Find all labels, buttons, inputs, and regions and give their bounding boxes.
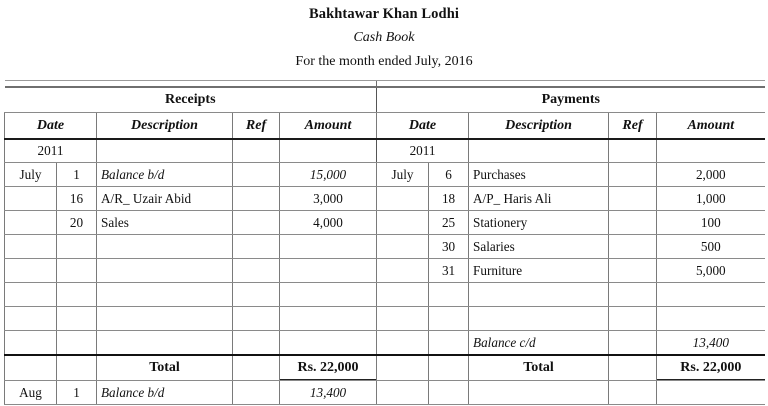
receipts-row-2-ref [233, 211, 280, 235]
receipts-total-day-cell [57, 355, 97, 381]
receipts-row-4-day [57, 259, 97, 283]
closing-balance-row [5, 381, 765, 405]
payments-total-ref-cell [609, 355, 657, 381]
payments-row-6-day [429, 307, 469, 331]
receipts-year-amount-cell [280, 139, 377, 163]
payments-row-5-ref [609, 283, 657, 307]
payments-row-2-description: Stationery [469, 211, 609, 235]
table-row [5, 163, 765, 187]
receipts-row-4-amount [280, 259, 377, 283]
col-header-receipts-description: Description [97, 113, 233, 139]
payments-year-amount-cell [657, 139, 765, 163]
payments-row-6-month [377, 307, 429, 331]
payments-row-7-amount: 13,400 [657, 331, 765, 355]
payments-row-7-month [377, 331, 429, 355]
receipts-row-0-amount: 15,000 [280, 163, 377, 187]
receipts-row-4-description [97, 259, 233, 283]
table-row [5, 307, 765, 331]
receipts-row-6-day [57, 307, 97, 331]
payments-row-5-month [377, 283, 429, 307]
payments-row-7-day [429, 331, 469, 355]
payments-total-day-cell [429, 355, 469, 381]
receipts-row-2-month [5, 211, 57, 235]
receipts-row-1-ref [233, 187, 280, 211]
receipts-year-description-cell [97, 139, 233, 163]
payments-row-0-day: 6 [429, 163, 469, 187]
payments-row-2-amount: 100 [657, 211, 765, 235]
payments-row-3-day: 30 [429, 235, 469, 259]
document-heading [0, 0, 768, 73]
payments-total-amount [657, 355, 765, 381]
receipts-row-5-description [97, 283, 233, 307]
payments-closing-ref [609, 381, 657, 405]
receipts-closing-ref [233, 381, 280, 405]
payments-row-4-month [377, 259, 429, 283]
col-header-receipts-date: Date [5, 113, 97, 139]
payments-row-4-ref [609, 259, 657, 283]
payments-row-0-amount: 2,000 [657, 163, 765, 187]
receipts-row-0-month: July [5, 163, 57, 187]
col-header-payments-date: Date [377, 113, 469, 139]
payments-row-7-ref [609, 331, 657, 355]
receipts-row-4-ref [233, 259, 280, 283]
receipts-row-7-ref [233, 331, 280, 355]
receipts-closing-amount: 13,400 [280, 381, 377, 405]
payments-row-2-day: 25 [429, 211, 469, 235]
payments-closing-day [429, 381, 469, 405]
col-header-payments-ref: Ref [609, 113, 657, 139]
section-header-receipts: Receipts [5, 87, 377, 113]
payments-closing-description [469, 381, 609, 405]
section-header-row [5, 87, 765, 113]
receipts-row-2-amount: 4,000 [280, 211, 377, 235]
payments-row-3-ref [609, 235, 657, 259]
receipts-row-3-description [97, 235, 233, 259]
table-row [5, 235, 765, 259]
receipts-row-3-ref [233, 235, 280, 259]
receipts-row-1-amount: 3,000 [280, 187, 377, 211]
receipts-year: 2011 [5, 139, 97, 163]
receipts-row-5-ref [233, 283, 280, 307]
payments-row-1-amount: 1,000 [657, 187, 765, 211]
payments-row-0-description: Purchases [469, 163, 609, 187]
receipts-total-amount-text: Rs. 22,000 [297, 360, 359, 376]
ledger-container [0, 80, 768, 405]
col-header-receipts-ref: Ref [233, 113, 280, 139]
receipts-row-0-day: 1 [57, 163, 97, 187]
payments-row-5-description [469, 283, 609, 307]
receipts-row-3-month [5, 235, 57, 259]
receipts-row-3-day [57, 235, 97, 259]
section-header-payments: Payments [377, 87, 765, 113]
receipts-row-6-ref [233, 307, 280, 331]
payments-row-0-month: July [377, 163, 429, 187]
receipts-row-2-day: 20 [57, 211, 97, 235]
receipts-row-7-day [57, 331, 97, 355]
payments-row-6-description [469, 307, 609, 331]
document-subtitle: Cash Book [353, 29, 415, 45]
receipts-row-6-amount [280, 307, 377, 331]
payments-row-5-day [429, 283, 469, 307]
receipts-closing-month: Aug [5, 381, 57, 405]
receipts-row-0-description: Balance b/d [97, 163, 233, 187]
document-title: Bakhtawar Khan Lodhi [308, 6, 459, 22]
payments-year-description-cell [469, 139, 609, 163]
payments-closing-month [377, 381, 429, 405]
receipts-row-3-amount [280, 235, 377, 259]
receipts-total-amount [280, 355, 377, 381]
payments-row-3-amount: 500 [657, 235, 765, 259]
payments-row-0-ref [609, 163, 657, 187]
payments-row-2-ref [609, 211, 657, 235]
receipts-row-7-description [97, 331, 233, 355]
column-header-row [5, 113, 765, 139]
table-row [5, 259, 765, 283]
payments-total-amount-text: Rs. 22,000 [680, 360, 742, 376]
receipts-closing-day: 1 [57, 381, 97, 405]
payments-row-4-day: 31 [429, 259, 469, 283]
receipts-row-4-month [5, 259, 57, 283]
table-row [5, 211, 765, 235]
receipts-row-1-description: A/R_ Uzair Abid [97, 187, 233, 211]
payments-row-5-amount [657, 283, 765, 307]
year-row [5, 139, 765, 163]
receipts-total-label: Total [97, 355, 233, 381]
receipts-year-ref-cell [233, 139, 280, 163]
receipts-row-1-month [5, 187, 57, 211]
payments-total-label: Total [469, 355, 609, 381]
table-row [5, 283, 765, 307]
col-header-payments-amount: Amount [657, 113, 765, 139]
payments-year-ref-cell [609, 139, 657, 163]
payments-row-4-amount: 5,000 [657, 259, 765, 283]
payments-row-3-month [377, 235, 429, 259]
receipts-row-0-ref [233, 163, 280, 187]
document-period: For the month ended July, 2016 [295, 53, 473, 69]
receipts-row-1-day: 16 [57, 187, 97, 211]
payments-row-2-month [377, 211, 429, 235]
col-header-receipts-amount: Amount [280, 113, 377, 139]
payments-year: 2011 [377, 139, 469, 163]
col-header-payments-description: Description [469, 113, 609, 139]
payments-closing-amount [657, 381, 765, 405]
receipts-row-7-month [5, 331, 57, 355]
receipts-total-month-cell [5, 355, 57, 381]
receipts-row-5-month [5, 283, 57, 307]
total-row [5, 355, 765, 381]
receipts-row-6-description [97, 307, 233, 331]
payments-row-3-description: Salaries [469, 235, 609, 259]
receipts-closing-description: Balance b/d [97, 381, 233, 405]
payments-row-1-ref [609, 187, 657, 211]
payments-row-1-month [377, 187, 429, 211]
payments-row-6-amount [657, 307, 765, 331]
receipts-row-2-description: Sales [97, 211, 233, 235]
receipts-row-6-month [5, 307, 57, 331]
cash-book-table [4, 80, 765, 405]
receipts-row-5-amount [280, 283, 377, 307]
payments-row-1-day: 18 [429, 187, 469, 211]
payments-row-4-description: Furniture [469, 259, 609, 283]
table-row [5, 331, 765, 355]
table-row [5, 187, 765, 211]
receipts-row-5-day [57, 283, 97, 307]
payments-row-7-description: Balance c/d [469, 331, 609, 355]
payments-row-6-ref [609, 307, 657, 331]
receipts-total-ref-cell [233, 355, 280, 381]
receipts-row-7-amount [280, 331, 377, 355]
payments-row-1-description: A/P_ Haris Ali [469, 187, 609, 211]
payments-total-month-cell [377, 355, 429, 381]
